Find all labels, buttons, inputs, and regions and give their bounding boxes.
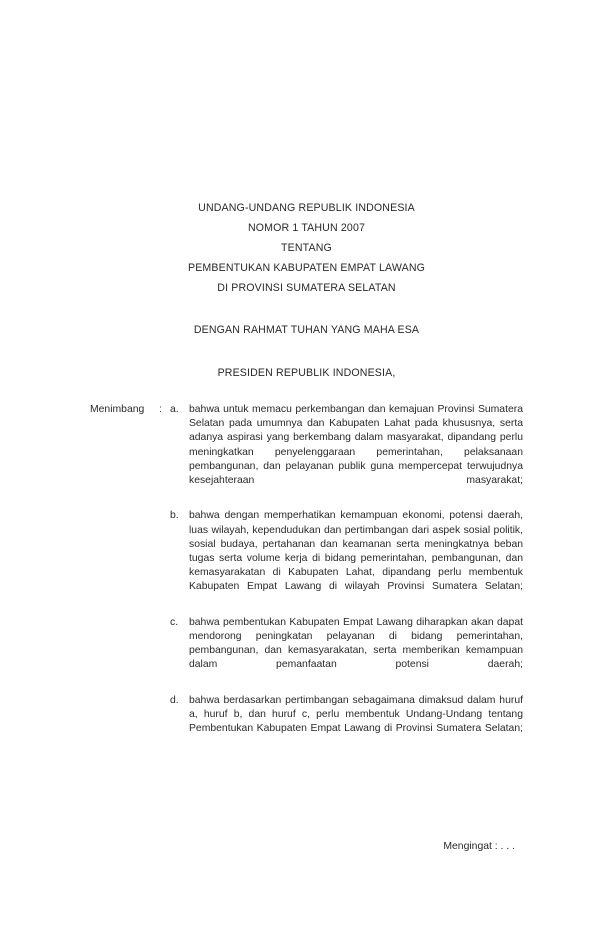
clause-marker: d. — [170, 694, 179, 706]
considering-colon: : — [159, 404, 162, 415]
institution-text: PRESIDEN REPUBLIK INDONESIA, — [217, 367, 396, 379]
invocation-text: DENGAN RAHMAT TUHAN YANG MAHA ESA — [193, 324, 420, 336]
considering-label: Menimbang — [90, 404, 145, 415]
list-item — [170, 616, 523, 687]
clause-text: bahwa berdasarkan pertimbangan sebagaimana dimaksud dalam huruf a, huruf b, dan huruf c, perlu membentuk Undang-Undang tentang Pembentukan Kabupaten Empat Lawang di Provinsi Sumatera Selatan; — [189, 694, 523, 735]
list-item — [170, 403, 523, 502]
clause-text: bahwa untuk memacu perkembangan dan kemajuan Provinsi Sumatera Selatan pada umumnya dan Kabupaten Lahat pada khususnya, serta adanya aspirasi yang berkembang dalam masyarakat, dipandang perlu meningkatkan penyelenggaraan pemerintahan, pelaksanaan pembangunan, dan pelayanan publik guna mempercepat terwujudnya kesejahteraan masyarakat; — [189, 404, 523, 487]
title-line-subject: PEMBENTUKAN KABUPATEN EMPAT LAWANG — [187, 262, 426, 274]
title-line-about: TENTANG — [281, 242, 332, 254]
clause-text: bahwa dengan memperhatikan kemampuan ekonomi, potensi daerah, luas wilayah, kependudukan dan pertimbangan dari aspek sosial politik, sosial budaya, pertahanan dan keamanan serta meningkatnya beban tugas serta volume kerja di bidang pemerintahan, pembangunan, dan kemasyarakatan di Kabupaten Lahat, dipandang perlu membentuk Kabupaten Empat Lawang di wilayah Provinsi Sumatera Selatan; — [189, 510, 523, 593]
clause-marker: a. — [170, 404, 179, 415]
page-catchword: Mengingat : . . . — [443, 841, 515, 852]
considering-section — [90, 403, 523, 751]
list-item — [170, 509, 523, 608]
clause-text: bahwa pembentukan Kabupaten Empat Lawang diharapkan akan dapat mendorong peningkatan pelayanan di bidang pemerintahan, pembangunan, dan kemasyarakatan, serta memberikan kemampuan dalam pemanfaatan potensi daerah; — [189, 616, 523, 671]
title-line-number-year: NOMOR 1 TAHUN 2007 — [247, 222, 366, 234]
considering-row — [90, 403, 523, 751]
considering-item-list — [170, 403, 523, 751]
clause-marker: c. — [170, 616, 179, 628]
title-line-province: DI PROVINSI SUMATERA SELATAN — [217, 282, 396, 294]
list-item — [170, 694, 523, 751]
clause-marker: b. — [170, 510, 179, 522]
document-title-block — [90, 198, 523, 298]
title-line-law-type: UNDANG-UNDANG REPUBLIK INDONESIA — [198, 202, 415, 214]
